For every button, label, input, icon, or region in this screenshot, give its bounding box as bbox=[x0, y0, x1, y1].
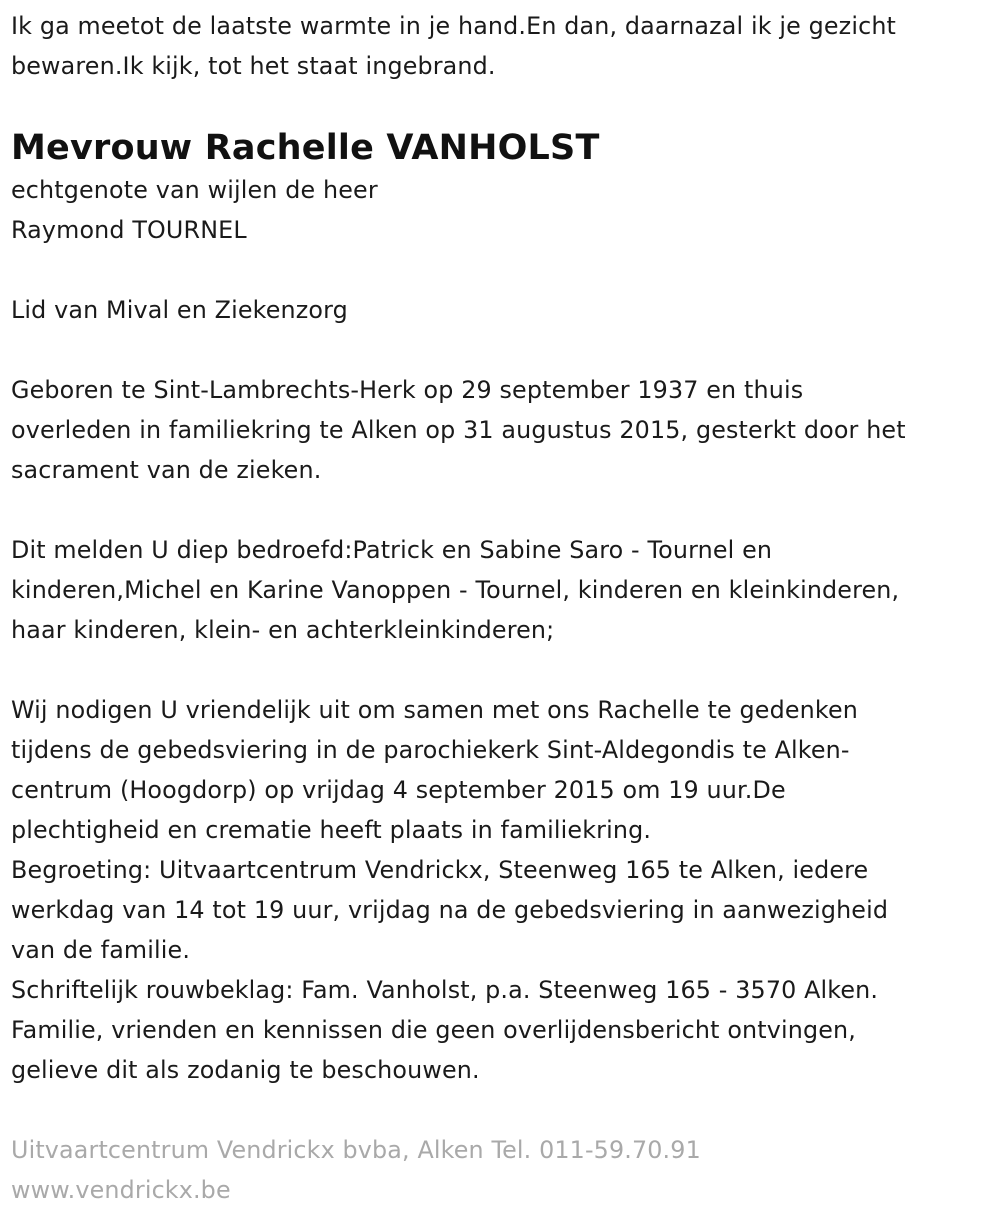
undertaker-website[interactable]: www.vendrickx.be bbox=[11, 1176, 231, 1204]
quote-line: bewaren.Ik kijk, tot het staat ingebrand. bbox=[11, 52, 496, 80]
ceremony-line: werkdag van 14 tot 19 uur, vrijdag na de gebedsviering in aanwezigheid bbox=[11, 896, 889, 924]
birth-death-text bbox=[11, 370, 996, 490]
blank-line bbox=[11, 650, 996, 690]
relation-line: Raymond TOURNEL bbox=[11, 216, 247, 244]
ceremony-line: Wij nodigen U vriendelijk uit om samen met ons Rachelle te gedenken bbox=[11, 696, 858, 724]
birth-death-line: overleden in familiekring te Alken op 31 augustus 2015, gesterkt door het bbox=[11, 416, 906, 444]
birth-death-line: Geboren te Sint-Lambrechts-Herk op 29 september 1937 en thuis bbox=[11, 376, 804, 404]
relation-line: echtgenote van wijlen de heer bbox=[11, 176, 378, 204]
membership-line: Lid van Mival en Ziekenzorg bbox=[11, 296, 348, 324]
blank-line bbox=[11, 250, 996, 290]
undertaker-footer bbox=[11, 1130, 996, 1210]
ceremony-line: Begroeting: Uitvaartcentrum Vendrickx, Steenweg 165 te Alken, iedere bbox=[11, 856, 869, 884]
family-line: haar kinderen, klein- en achterkleinkinderen; bbox=[11, 616, 555, 644]
ceremony-line: tijdens de gebedsviering in de parochiekerk Sint-Aldegondis te Alken- bbox=[11, 736, 850, 764]
blank-line bbox=[11, 1090, 996, 1130]
birth-death-line: sacrament van de zieken. bbox=[11, 456, 322, 484]
ceremony-text bbox=[11, 690, 996, 1090]
family-text bbox=[11, 530, 996, 650]
membership-text bbox=[11, 290, 996, 330]
obituary-document bbox=[11, 6, 996, 1210]
blank-line bbox=[11, 490, 996, 530]
undertaker-contact: Uitvaartcentrum Vendrickx bvba, Alken Tel. 011-59.70.91 bbox=[11, 1136, 701, 1164]
relation-text bbox=[11, 170, 996, 250]
deceased-name: Mevrouw Rachelle VANHOLST bbox=[11, 128, 600, 168]
family-line: Dit melden U diep bedroefd:Patrick en Sabine Saro - Tournel en bbox=[11, 536, 773, 564]
ceremony-line: Schriftelijk rouwbeklag: Fam. Vanholst, p.a. Steenweg 165 - 3570 Alken. bbox=[11, 976, 879, 1004]
ceremony-line: van de familie. bbox=[11, 936, 191, 964]
ceremony-line: Familie, vrienden en kennissen die geen overlijdensbericht ontvingen, bbox=[11, 1016, 856, 1044]
quote-line: Ik ga meetot de laatste warmte in je hand.En dan, daarnazal ik je gezicht bbox=[11, 12, 897, 40]
ceremony-line: plechtigheid en crematie heeft plaats in familiekring. bbox=[11, 816, 652, 844]
ceremony-line: centrum (Hoogdorp) op vrijdag 4 september 2015 om 19 uur.De bbox=[11, 776, 786, 804]
ceremony-line: gelieve dit als zodanig te beschouwen. bbox=[11, 1056, 480, 1084]
family-line: kinderen,Michel en Karine Vanoppen - Tournel, kinderen en kleinkinderen, bbox=[11, 576, 900, 604]
blank-line bbox=[11, 330, 996, 370]
opening-quote bbox=[11, 6, 996, 86]
